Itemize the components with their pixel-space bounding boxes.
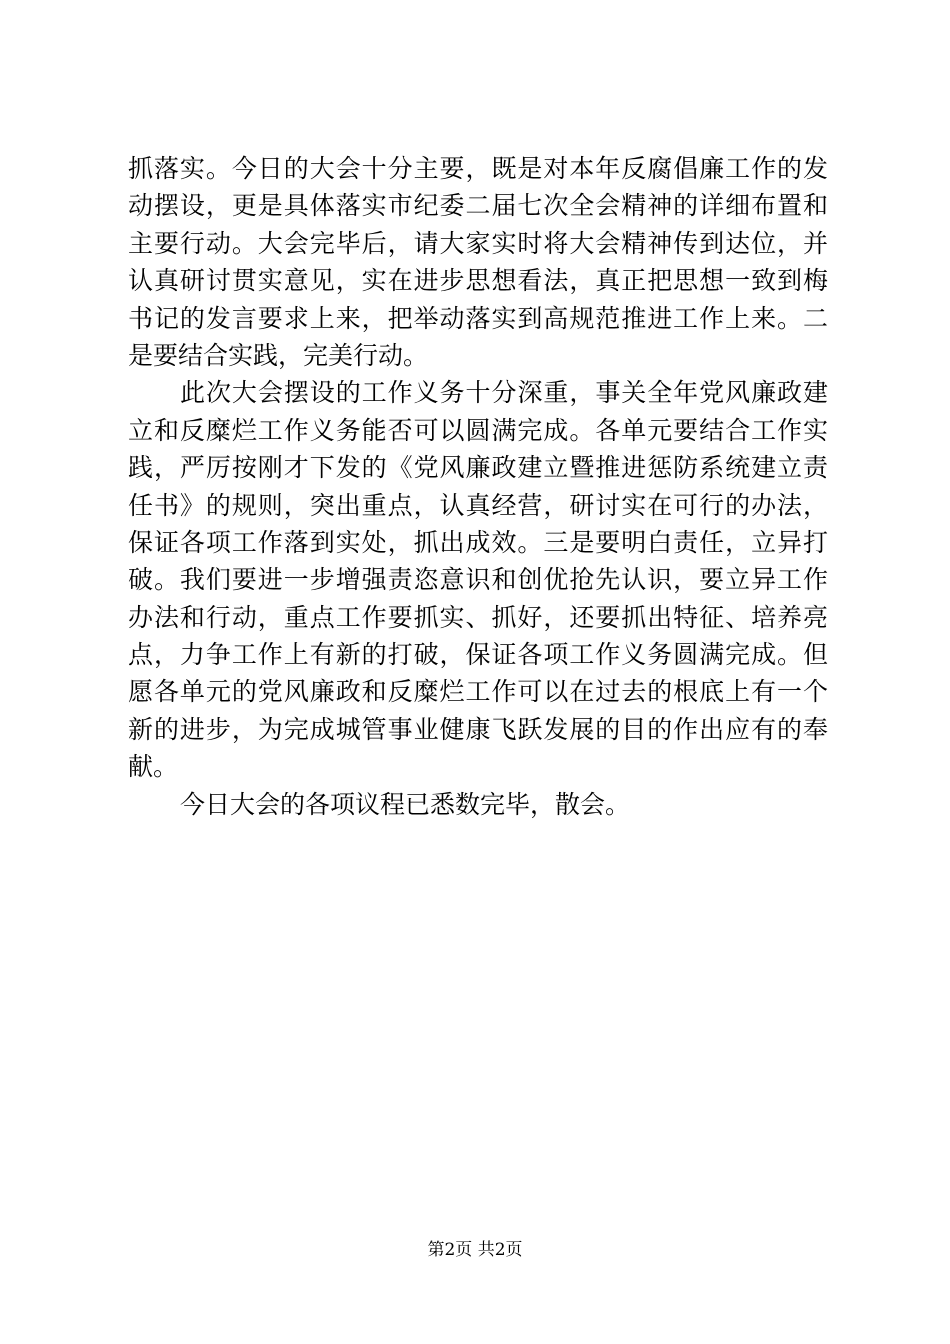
text-line: 此次大会摆设的工作义务十分深重，事关全年党风廉政建 (180, 378, 828, 408)
page-number-label: 第2页 共2页 (427, 1240, 523, 1260)
text-line: 抓落实。今日的大会十分主要，既是对本年反腐倡廉工作的发 (128, 154, 828, 183)
text-line: 破。我们要进一步增强责恣意识和创优抢先认识，要立异工作 (128, 565, 828, 595)
text-line: 立和反糜烂工作义务能否可以圆满完成。各单元要结合工作实 (128, 415, 828, 445)
text-line: 新的进步，为完成城管事业健康飞跃发展的目的作出应有的奉 (128, 714, 828, 744)
text-line: 今日大会的各项议程已悉数完毕，散会。 (180, 789, 631, 819)
text-line: 点，力争工作上有新的打破，保证各项工作义务圆满完成。但 (128, 640, 828, 670)
text-line: 办法和行动，重点工作要抓实、抓好，还要抓出特征、培养亮 (128, 602, 828, 632)
text-line: 是要结合实践，完美行动。 (128, 340, 429, 370)
text-line: 主要行动。大会完毕后，请大家实时将大会精神传到达位，并 (128, 228, 828, 258)
text-line: 献。 (128, 752, 179, 782)
text-line: 愿各单元的党风廉政和反糜烂工作可以在过去的根底上有一个 (128, 677, 828, 707)
text-line: 书记的发言要求上来，把举动落实到高规范推进工作上来。二 (128, 303, 828, 333)
document-body (128, 150, 828, 823)
text-line: 践，严厉按刚才下发的《党风廉政建立暨推进惩防系统建立责 (128, 453, 828, 483)
text-line: 认真研讨贯实意见，实在进步思想看法，真正把思想一致到梅 (128, 266, 828, 296)
text-line: 动摆设，更是具体落实市纪委二届七次全会精神的详细布置和 (128, 191, 828, 221)
text-line: 任书》的规则，突出重点，认真经营，研讨实在可行的办法， (128, 490, 828, 520)
text-line: 保证各项工作落到实处，抓出成效。三是要明白责任，立异打 (128, 527, 828, 557)
page-footer (0, 1238, 950, 1262)
